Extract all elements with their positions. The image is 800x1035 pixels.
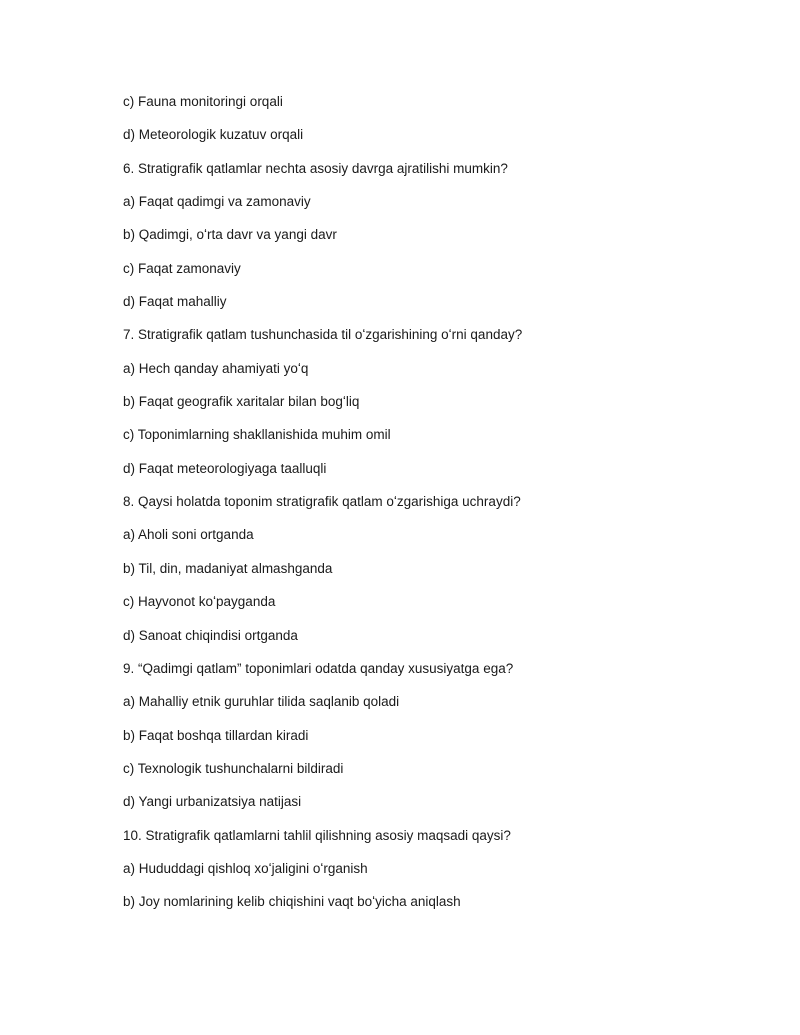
answer-option: a) Hech qanday ahamiyati yoʻq xyxy=(123,360,309,376)
answer-option: d) Yangi urbanizatsiya natijasi xyxy=(123,794,302,810)
question: 8. Qaysi holatda toponim stratigrafik qatlam oʻzgarishiga uchraydi? xyxy=(123,494,521,510)
question: 6. Stratigrafik qatlamlar nechta asosiy davrga ajratilishi mumkin? xyxy=(123,160,508,176)
answer-option: b) Joy nomlarining kelib chiqishini vaqt boʻyicha aniqlash xyxy=(123,894,461,910)
quiz-text-block xyxy=(123,92,763,926)
answer-option: b) Qadimgi, oʻrta davr va yangi davr xyxy=(123,227,337,243)
question: 7. Stratigrafik qatlam tushunchasida til oʻzgarishining oʻrni qanday? xyxy=(123,327,523,343)
answer-option: a) Aholi soni ortganda xyxy=(123,527,254,543)
question: 9. “Qadimgi qatlam” toponimlari odatda qanday xususiyatga ega? xyxy=(123,660,514,676)
answer-option: c) Hayvonot koʻpayganda xyxy=(123,594,276,610)
answer-option: d) Faqat meteorologiyaga taalluqli xyxy=(123,460,327,476)
answer-option: d) Meteorologik kuzatuv orqali xyxy=(123,127,304,143)
answer-option: a) Faqat qadimgi va zamonaviy xyxy=(123,194,311,210)
question: 10. Stratigrafik qatlamlarni tahlil qilishning asosiy maqsadi qaysi? xyxy=(123,827,511,843)
answer-option: c) Texnologik tushunchalarni bildiradi xyxy=(123,760,344,776)
answer-option: d) Sanoat chiqindisi ortganda xyxy=(123,627,298,643)
answer-option: c) Faqat zamonaviy xyxy=(123,260,241,276)
answer-option: d) Faqat mahalliy xyxy=(123,294,227,310)
answer-option: c) Fauna monitoringi orqali xyxy=(123,94,283,109)
answer-option: b) Til, din, madaniyat almashganda xyxy=(123,560,333,576)
answer-option: a) Hududdagi qishloq xoʻjaligini oʻrganish xyxy=(123,860,368,876)
answer-option: c) Toponimlarning shakllanishida muhim omil xyxy=(123,427,391,443)
answer-option: a) Mahalliy etnik guruhlar tilida saqlanib qoladi xyxy=(123,694,400,710)
answer-option: b) Faqat geografik xaritalar bilan bogʻliq xyxy=(123,394,360,410)
answer-option: b) Faqat boshqa tillardan kiradi xyxy=(123,727,309,743)
